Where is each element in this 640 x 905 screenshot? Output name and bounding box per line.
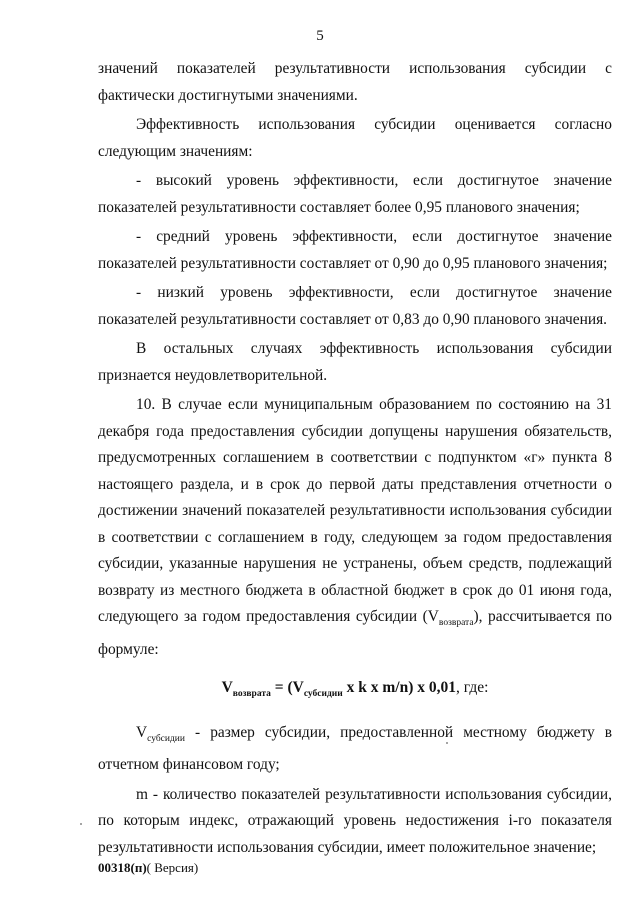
item-10-tail: ), рассчитывается по формуле: bbox=[98, 608, 612, 658]
paragraph-efficiency-intro: Эффективность использования субсидии оценивается согласно следующим значениям: bbox=[98, 116, 612, 160]
scan-speck bbox=[446, 742, 448, 744]
definition-m: m - количество показателей результативности использования субсидии, по которым индекс, отражающий уровень недостижения i-го показателя результативности использования субсидии, имеет положительное значение; bbox=[98, 785, 612, 856]
formula-v-return: V bbox=[221, 679, 233, 697]
formula-v-return-subscript: возврата bbox=[232, 689, 271, 700]
document-body bbox=[98, 56, 612, 864]
formula-tail: , где: bbox=[455, 679, 489, 697]
document-footer bbox=[98, 860, 198, 876]
page-number: 5 bbox=[316, 28, 324, 44]
paragraph-item-10 bbox=[98, 392, 612, 663]
definition-v-subsidy bbox=[98, 720, 612, 779]
formula bbox=[98, 675, 612, 708]
item-10-text: 10. В случае если муниципальным образованием по состоянию на 31 декабря года предоставления субсидии допущены нарушения обязательств, предусмотренных соглашением в соответствии с подпунктом «г» пункта 8 настоящего раздела, и в срок до первой даты представления отчетности о достижении значений показателей результативности использования субсидии в соответствии с соглашением в году, следующем за годом предоставления субсидии, указанные нарушения не устранены, объем средств, подлежащий возврату из местного бюджета в областной бюджет в срок до 01 июня года, следующего за годом предоставления субсидии (V bbox=[98, 396, 612, 625]
item-10-subscript: возврата bbox=[438, 618, 474, 629]
paragraph-continuation: значений показателей результативности использования субсидии с фактически достигнутыми значениями. bbox=[98, 60, 612, 104]
list-item-low: - низкий уровень эффективности, если достигнутое значение показателей результативности составляет от 0,83 до 0,90 планового значения. bbox=[98, 284, 612, 328]
definition-v-subscript: субсидии bbox=[147, 733, 185, 744]
footer-version: ( Версия) bbox=[146, 860, 199, 875]
scan-speck bbox=[80, 823, 82, 825]
paragraph-unsatisfactory: В остальных случаях эффективность использования субсидии признается неудовлетворительной. bbox=[98, 340, 612, 384]
footer-code: 00318(п) bbox=[98, 860, 147, 875]
list-item-high: - высокий уровень эффективности, если достигнутое значение показателей результативности составляет более 0,95 планового значения; bbox=[98, 172, 612, 216]
formula-part-1: = (V bbox=[270, 679, 304, 697]
list-item-medium: - средний уровень эффективности, если достигнутое значение показателей результативности составляет от 0,90 до 0,95 планового значения; bbox=[98, 228, 612, 272]
definition-v-text: - размер субсидии, предоставленной местному бюджету в отчетном финансовом году; bbox=[98, 723, 612, 774]
formula-v-subsidy-subscript: субсидии bbox=[303, 689, 343, 700]
definition-v-symbol: V bbox=[136, 723, 148, 741]
formula-part-2: x k x m/n) x 0,01 bbox=[342, 679, 456, 697]
